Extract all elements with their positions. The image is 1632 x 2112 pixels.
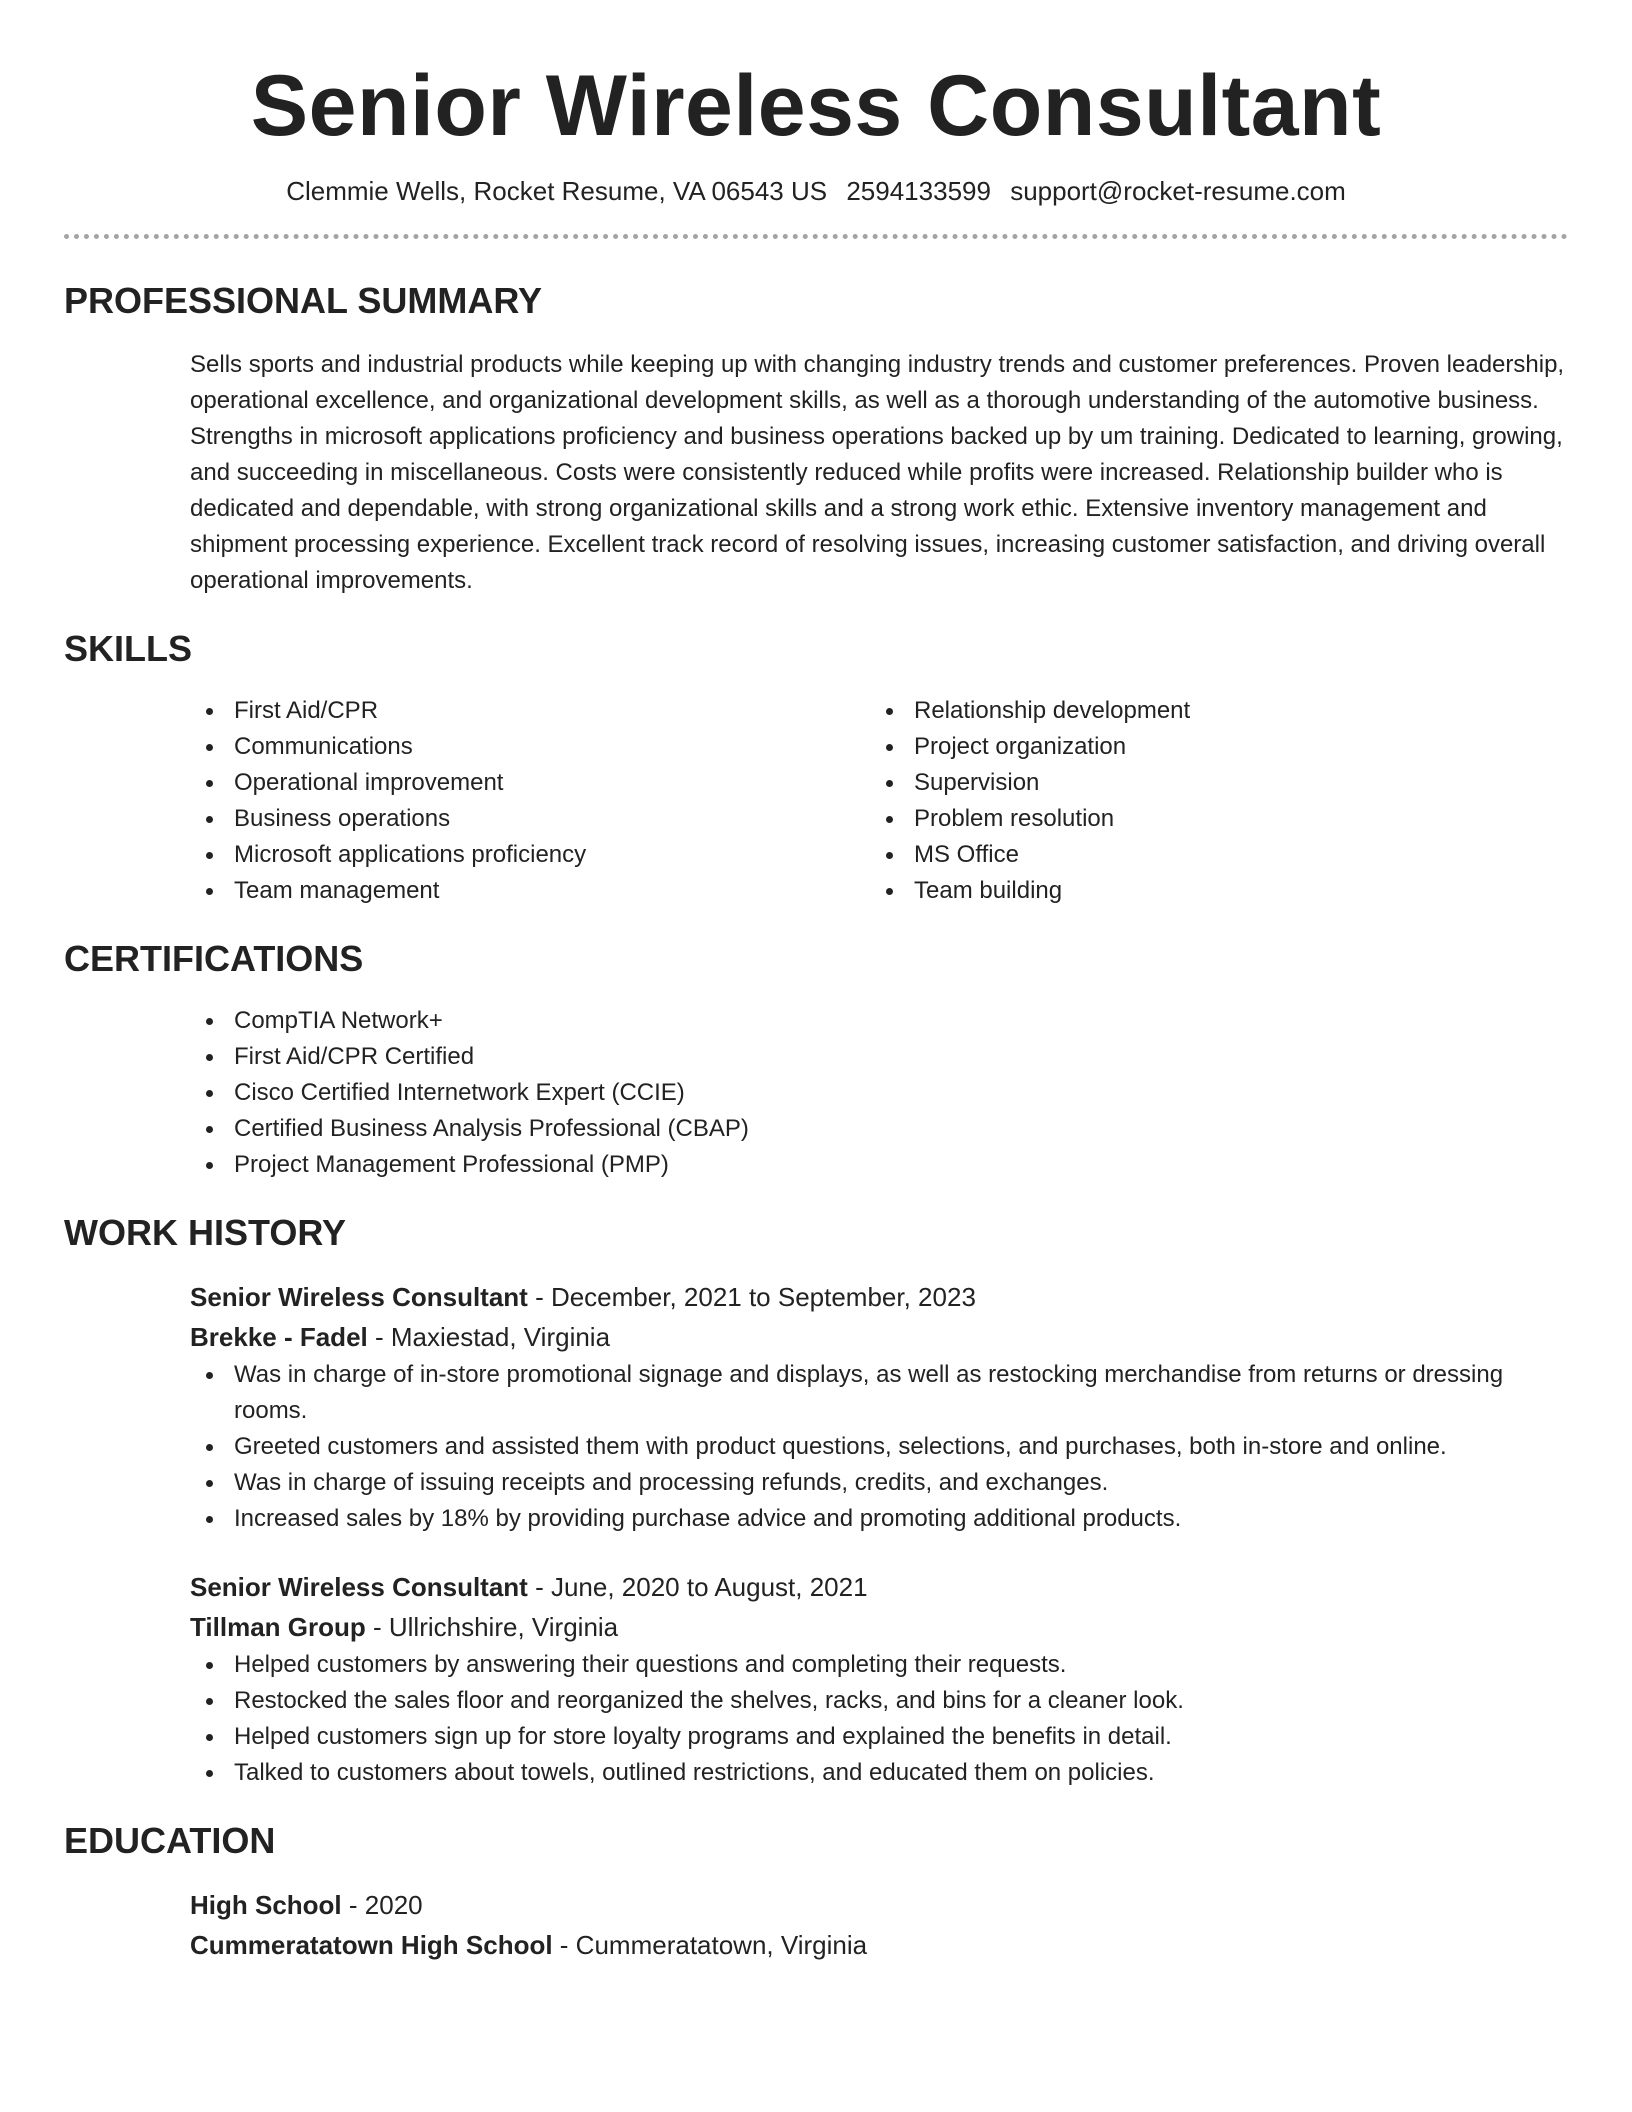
skill-item: Operational improvement [190, 765, 870, 801]
work-history-section [64, 1211, 1568, 1791]
skill-item: Communications [190, 729, 870, 765]
skills-column-right [870, 693, 1550, 909]
summary-section [64, 279, 1568, 599]
education-heading: EDUCATION [64, 1820, 276, 1861]
skill-item: Team building [870, 873, 1550, 909]
education-entry [190, 1885, 1568, 1965]
job-role: Senior Wireless Consultant [190, 1572, 528, 1602]
job-title-line [190, 1567, 1568, 1607]
certification-item: CompTIA Network+ [190, 1003, 1568, 1039]
skills-columns [190, 693, 1568, 909]
skill-item: First Aid/CPR [190, 693, 870, 729]
contact-line [64, 174, 1568, 208]
education-degree-line [190, 1885, 1568, 1925]
job-dates: - December, 2021 to September, 2023 [527, 1282, 976, 1312]
header-divider [64, 234, 1568, 239]
skill-item: Microsoft applications proficiency [190, 837, 870, 873]
resume-title: Senior Wireless Consultant [250, 58, 1382, 154]
skill-item: Business operations [190, 801, 870, 837]
contact-phone: 2594133599 [846, 176, 991, 206]
job-company: Brekke - Fadel [190, 1322, 368, 1352]
job-bullet: Helped customers by answering their questions and completing their requests. [190, 1647, 1570, 1683]
contact-email: support@rocket-resume.com [1010, 176, 1346, 206]
certification-item: Project Management Professional (PMP) [190, 1147, 1568, 1183]
education-degree: High School [190, 1890, 342, 1920]
skill-item: Supervision [870, 765, 1550, 801]
skill-item: Problem resolution [870, 801, 1550, 837]
education-location: - Cummeratatown, Virginia [552, 1930, 868, 1960]
education-school-line [190, 1925, 1568, 1965]
job-bullets [190, 1647, 1568, 1791]
job-bullet: Increased sales by 18% by providing purchase advice and promoting additional products. [190, 1501, 1570, 1537]
job-bullet: Greeted customers and assisted them with product questions, selections, and purchases, both in-store and online. [190, 1429, 1570, 1465]
job-role: Senior Wireless Consultant [190, 1282, 528, 1312]
certifications-section [64, 937, 1568, 1183]
job-location: - Ullrichshire, Virginia [365, 1612, 619, 1642]
job-bullets [190, 1357, 1568, 1537]
job-entry [190, 1277, 1568, 1537]
job-entry [190, 1567, 1568, 1791]
education-section [64, 1819, 1568, 1965]
education-school: Cummeratatown High School [190, 1930, 553, 1960]
certification-item: Cisco Certified Internetwork Expert (CCIE) [190, 1075, 1568, 1111]
job-title-line [190, 1277, 1568, 1317]
work-history-heading: WORK HISTORY [64, 1212, 347, 1253]
job-company-line [190, 1317, 1568, 1357]
job-bullet: Helped customers sign up for store loyalty programs and explained the benefits in detail. [190, 1719, 1570, 1755]
job-bullet: Was in charge of in-store promotional signage and displays, as well as restocking merchandise from returns or dressing rooms. [190, 1357, 1570, 1429]
skills-column-left [190, 693, 870, 909]
job-bullet: Was in charge of issuing receipts and processing refunds, credits, and exchanges. [190, 1465, 1570, 1501]
skill-item: MS Office [870, 837, 1550, 873]
job-bullet: Restocked the sales floor and reorganized the shelves, racks, and bins for a cleaner look. [190, 1683, 1570, 1719]
skills-section [64, 627, 1568, 909]
skill-item: Relationship development [870, 693, 1550, 729]
certifications-list [190, 1003, 1568, 1183]
job-company-line [190, 1607, 1568, 1647]
job-dates: - June, 2020 to August, 2021 [527, 1572, 868, 1602]
job-bullet: Talked to customers about towels, outlined restrictions, and educated them on policies. [190, 1755, 1570, 1791]
contact-address: Clemmie Wells, Rocket Resume, VA 06543 US [286, 176, 828, 206]
job-location: - Maxiestad, Virginia [367, 1322, 611, 1352]
skills-heading: SKILLS [64, 628, 193, 669]
certification-item: First Aid/CPR Certified [190, 1039, 1568, 1075]
resume-page [64, 0, 1568, 1965]
summary-text: Sells sports and industrial products while keeping up with changing industry trends and customer preferences. Proven leadership, operational excellence, and organizational development skills, as well as a thorough understanding of the automotive business. Strengths in microsoft applications proficiency and business operations backed up by um training. Dedicated to learning, growing, and succeeding in miscellaneous. Costs were consistently reduced while profits were increased. Relationship builder who is dedicated and dependable, with strong organizational skills and a strong work ethic. Extensive inventory management and shipment processing experience. Excellent track record of resolving issues, increasing customer satisfaction, and driving overall operational improvements. [190, 351, 1565, 594]
certifications-heading: CERTIFICATIONS [64, 938, 364, 979]
certification-item: Certified Business Analysis Professional (CBAP) [190, 1111, 1568, 1147]
skill-item: Project organization [870, 729, 1550, 765]
job-company: Tillman Group [190, 1612, 366, 1642]
summary-heading: PROFESSIONAL SUMMARY [64, 280, 543, 321]
skill-item: Team management [190, 873, 870, 909]
education-year: - 2020 [341, 1890, 423, 1920]
